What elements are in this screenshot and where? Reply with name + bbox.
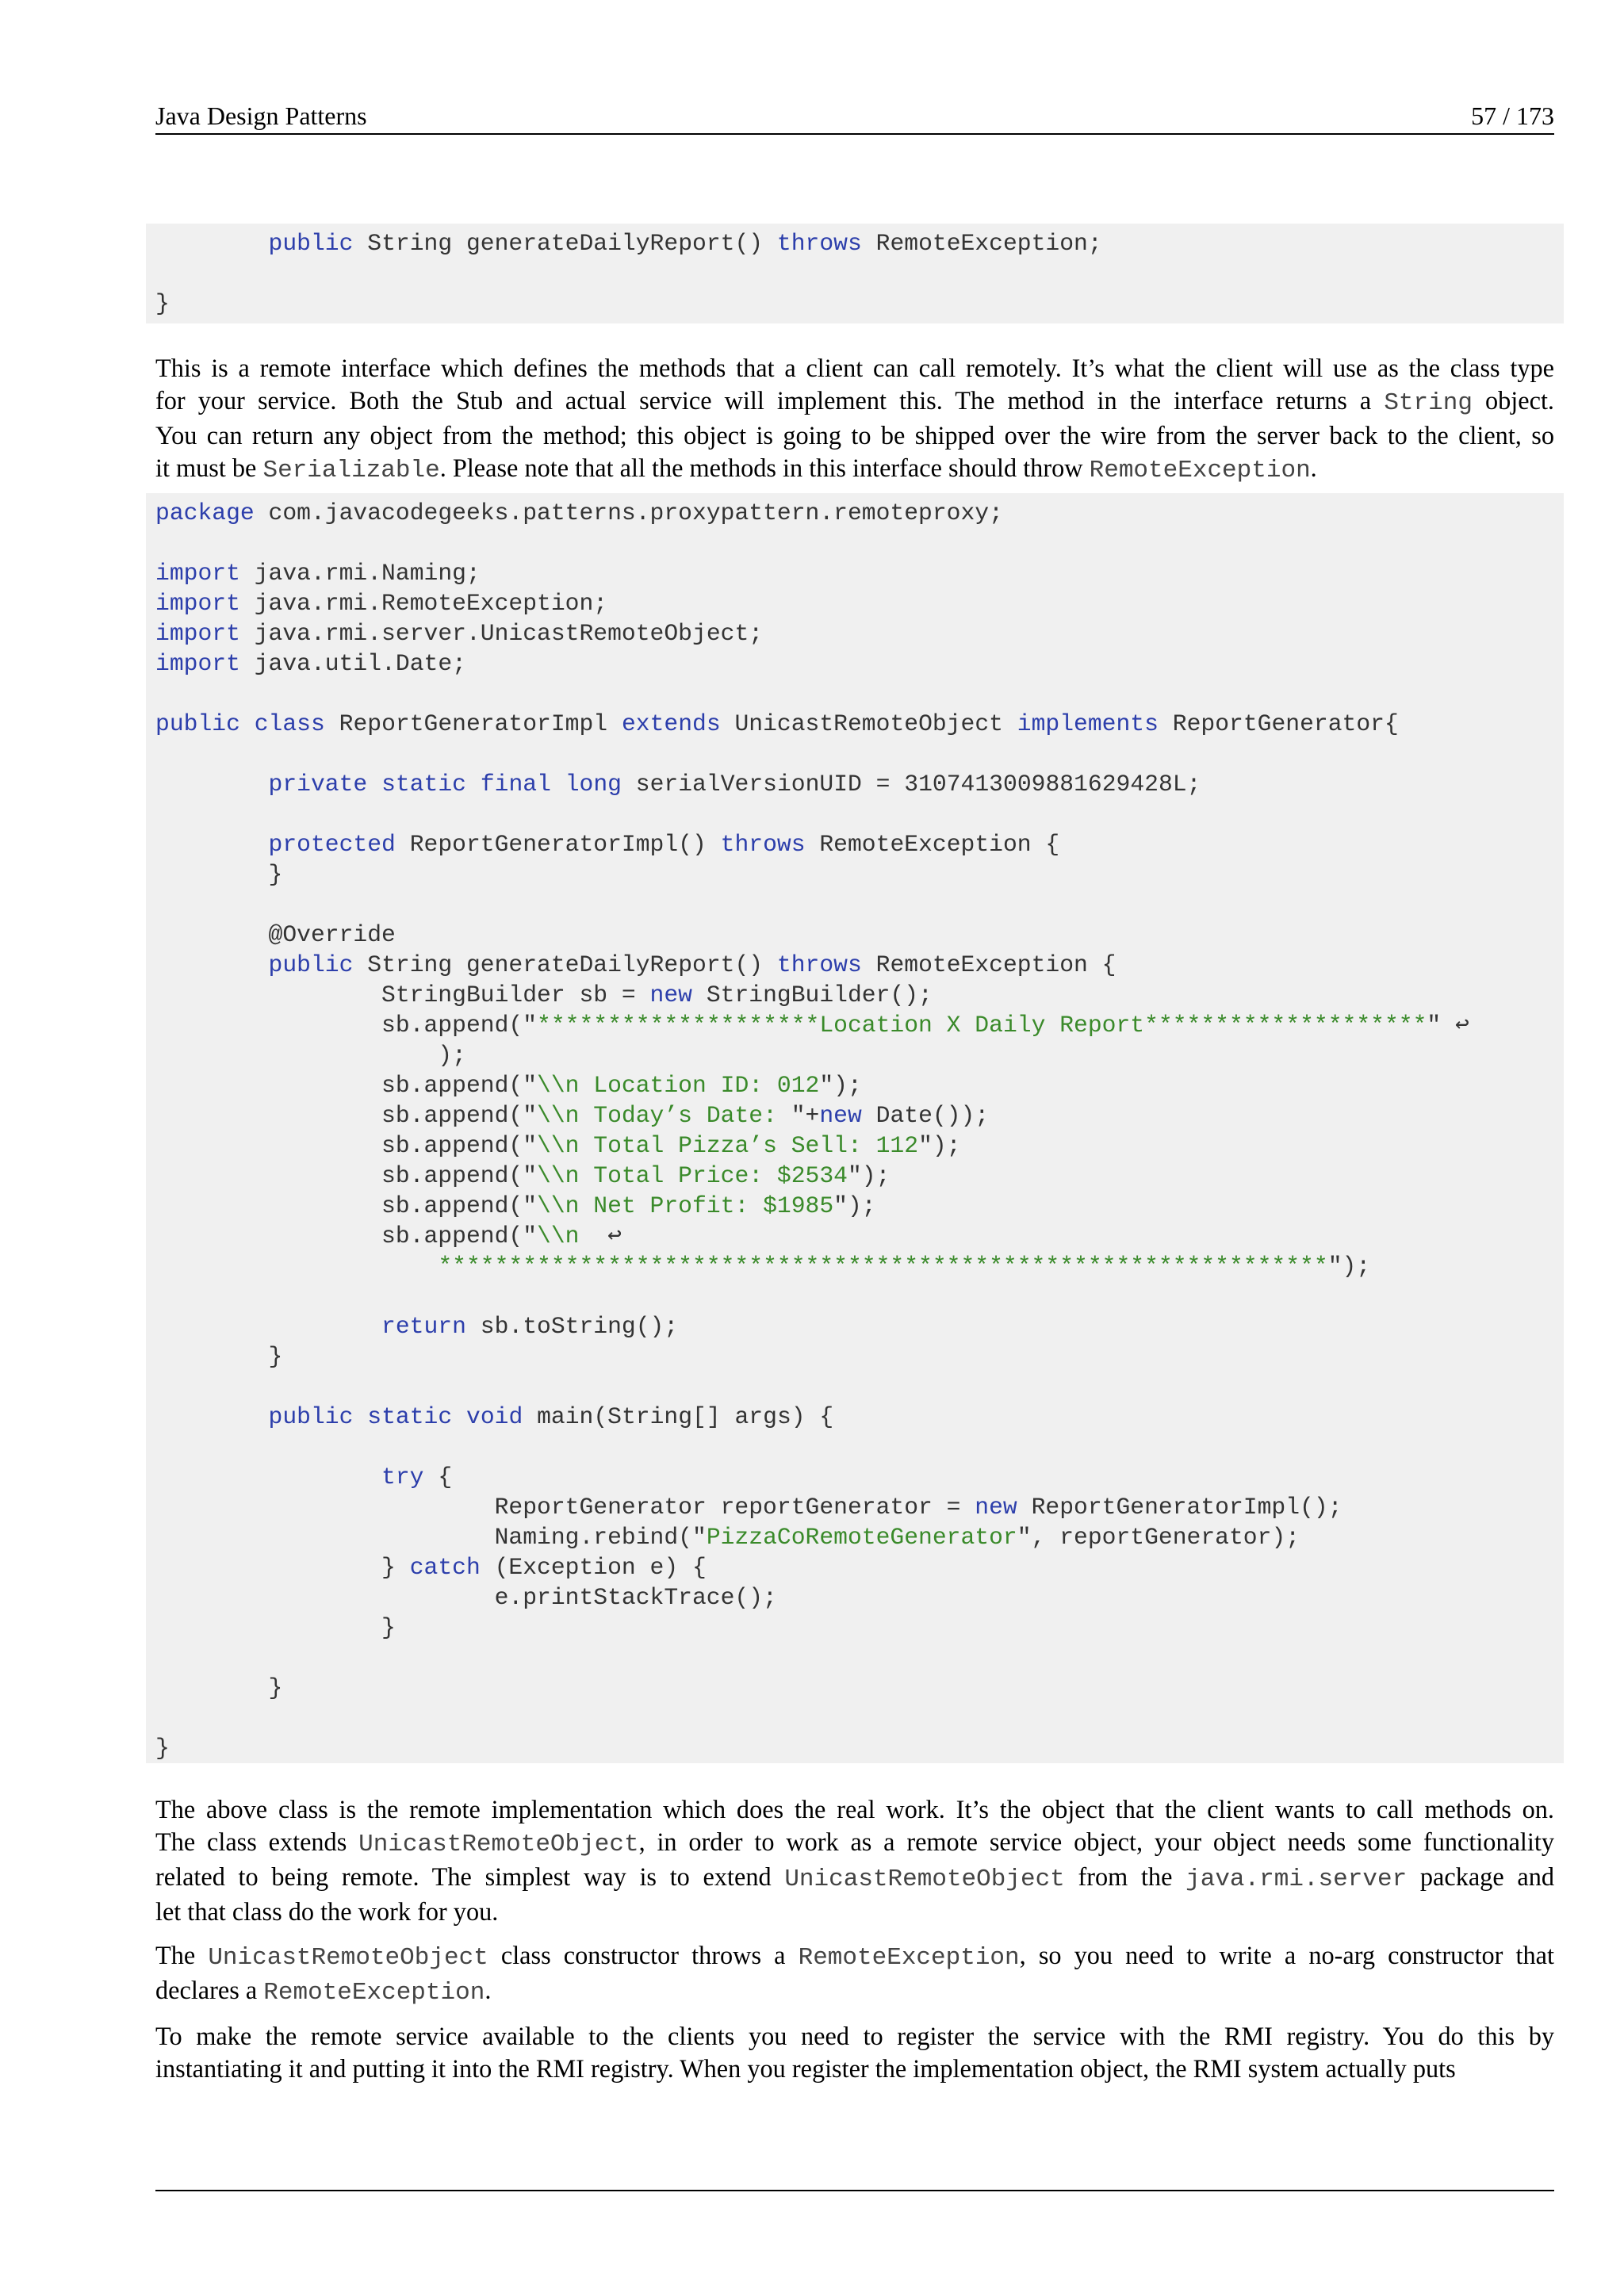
code-string: \\n Total Pizza’s Sell: 112 bbox=[537, 1132, 919, 1159]
inline-code: UnicastRemoteObject bbox=[208, 1944, 488, 1972]
code-line bbox=[155, 1673, 1564, 1703]
code-text: " bbox=[1427, 1012, 1456, 1039]
code-keyword: protected bbox=[268, 831, 396, 858]
document-title: Java Design Patterns bbox=[155, 101, 367, 130]
code-line bbox=[155, 649, 1564, 679]
code-text bbox=[155, 230, 269, 257]
code-text: } bbox=[155, 1614, 396, 1641]
code-text: sb.append(" bbox=[155, 1223, 538, 1249]
code-text: sb.append(" bbox=[155, 1072, 538, 1099]
code-text: String generateDailyReport() bbox=[353, 951, 777, 978]
code-line bbox=[155, 1492, 1564, 1522]
text-run: let that class do the work for you. bbox=[155, 1897, 499, 1926]
code-line bbox=[155, 769, 1564, 799]
code-string: PizzaCoRemoteGenerator bbox=[706, 1524, 1017, 1551]
code-text: sb.append(" bbox=[155, 1192, 538, 1219]
code-text: RemoteException { bbox=[805, 831, 1060, 858]
paragraph-remote-interface bbox=[155, 352, 1554, 487]
code-line bbox=[155, 228, 1564, 258]
text-line bbox=[155, 1939, 1554, 1974]
code-text: RemoteException; bbox=[861, 230, 1102, 257]
code-line bbox=[155, 709, 1564, 739]
code-text: StringBuilder sb = bbox=[155, 982, 650, 1008]
code-line bbox=[155, 920, 1564, 950]
inline-code: UnicastRemoteObject bbox=[358, 1831, 639, 1858]
text-run: for your service. Both the Stub and actual service will implement this. The method in the interface returns a bbox=[155, 386, 1385, 415]
code-text bbox=[155, 1253, 438, 1280]
paragraph-rmi-registry bbox=[155, 2020, 1554, 2085]
code-text: UnicastRemoteObject bbox=[720, 710, 1017, 737]
code-line bbox=[155, 1221, 1564, 1251]
code-line bbox=[155, 1100, 1564, 1131]
code-text bbox=[353, 1403, 367, 1430]
code-text bbox=[452, 1403, 466, 1430]
code-text: ); bbox=[155, 1042, 466, 1069]
code-text: "); bbox=[847, 1162, 891, 1189]
code-keyword: throws bbox=[776, 951, 862, 978]
line-continuation-icon: ↩ bbox=[607, 1223, 622, 1249]
code-keyword: public bbox=[268, 230, 354, 257]
code-line bbox=[155, 739, 1564, 769]
code-text: java.rmi.server.UnicastRemoteObject; bbox=[239, 620, 764, 647]
code-keyword: throws bbox=[720, 831, 806, 858]
code-line bbox=[155, 1070, 1564, 1100]
text-line bbox=[155, 2053, 1554, 2085]
code-line bbox=[155, 1402, 1564, 1432]
code-keyword: new bbox=[649, 982, 692, 1008]
code-string: \\n bbox=[537, 1223, 608, 1249]
code-text: e.printStackTrace(); bbox=[155, 1584, 777, 1611]
code-line bbox=[155, 1432, 1564, 1462]
code-block-interface-end bbox=[146, 224, 1564, 323]
code-line bbox=[155, 588, 1564, 618]
text-line bbox=[155, 385, 1554, 419]
text-run: declares a bbox=[155, 1976, 264, 2004]
code-text: ReportGeneratorImpl() bbox=[395, 831, 721, 858]
text-run: . bbox=[485, 1976, 492, 2004]
page-header bbox=[155, 98, 1554, 135]
code-line bbox=[155, 1643, 1564, 1673]
code-keyword: private bbox=[268, 771, 368, 798]
text-run: The bbox=[155, 1941, 209, 1969]
code-text: sb.append(" bbox=[155, 1102, 538, 1129]
text-run: You can return any object from the method; this object is going to be shipped over the wire from the server back to the client, so bbox=[155, 421, 1554, 450]
text-line bbox=[155, 1861, 1554, 1896]
inline-code: RemoteException bbox=[1089, 457, 1311, 484]
text-run: , so you need to write a no-arg constructor that bbox=[1019, 1941, 1554, 1969]
code-keyword: catch bbox=[409, 1554, 481, 1581]
text-run: , in order to work as a remote service object, your object needs some functionality bbox=[638, 1827, 1554, 1856]
code-line bbox=[155, 1191, 1564, 1221]
code-line bbox=[155, 1613, 1564, 1643]
code-keyword: implements bbox=[1017, 710, 1159, 737]
code-keyword: static bbox=[381, 771, 466, 798]
inline-code: RemoteException bbox=[798, 1944, 1020, 1972]
text-run: object. bbox=[1472, 386, 1554, 415]
code-text: Naming.rebind(" bbox=[155, 1524, 707, 1551]
code-text: "+ bbox=[791, 1102, 820, 1129]
text-run: it must be bbox=[155, 453, 263, 482]
inline-code: java.rmi.server bbox=[1185, 1866, 1408, 1893]
code-text bbox=[155, 771, 269, 798]
code-text: "); bbox=[918, 1132, 961, 1159]
code-line bbox=[155, 1311, 1564, 1341]
code-keyword: final bbox=[480, 771, 551, 798]
code-line bbox=[155, 1251, 1564, 1281]
code-line bbox=[155, 1552, 1564, 1582]
inline-code: RemoteException bbox=[263, 1979, 485, 2007]
code-string: ********************Location X Daily Report******************** bbox=[537, 1012, 1427, 1039]
code-text: sb.append(" bbox=[155, 1132, 538, 1159]
code-line bbox=[155, 1582, 1564, 1613]
code-text: } bbox=[155, 1674, 283, 1701]
code-text: sb.toString(); bbox=[465, 1313, 679, 1340]
code-line bbox=[155, 859, 1564, 890]
code-text bbox=[551, 771, 565, 798]
code-line bbox=[155, 1522, 1564, 1552]
code-text: serialVersionUID = 3107413009881629428L; bbox=[621, 771, 1201, 798]
code-text: java.rmi.Naming; bbox=[239, 560, 481, 587]
code-text bbox=[155, 1464, 381, 1490]
code-keyword: return bbox=[381, 1313, 466, 1340]
code-line bbox=[155, 980, 1564, 1010]
code-line bbox=[155, 1281, 1564, 1311]
code-text: Date()); bbox=[861, 1102, 990, 1129]
text-line bbox=[155, 1793, 1554, 1826]
line-continuation-icon: ↩ bbox=[1455, 1012, 1469, 1039]
code-line bbox=[155, 829, 1564, 859]
text-line bbox=[155, 1896, 1554, 1928]
code-text: } bbox=[155, 1343, 283, 1370]
code-text bbox=[240, 710, 255, 737]
code-text: (Exception e) { bbox=[480, 1554, 707, 1581]
inline-code: Serializable bbox=[262, 457, 440, 484]
code-line bbox=[155, 1703, 1564, 1733]
code-text: "); bbox=[819, 1072, 862, 1099]
code-text: ReportGeneratorImpl bbox=[324, 710, 622, 737]
text-line bbox=[155, 2020, 1554, 2053]
text-run: from the bbox=[1064, 1862, 1186, 1891]
code-line bbox=[155, 528, 1564, 558]
code-block-report-generator-impl bbox=[146, 493, 1564, 1763]
text-run: class constructor throws a bbox=[488, 1941, 799, 1969]
code-keyword: package bbox=[155, 499, 255, 526]
code-text: "); bbox=[1327, 1253, 1371, 1280]
code-text: ", reportGenerator); bbox=[1017, 1524, 1300, 1551]
code-text: main(String[] args) { bbox=[523, 1403, 834, 1430]
code-keyword: public bbox=[268, 1403, 354, 1430]
code-line bbox=[155, 950, 1564, 980]
paragraph-constructor-note bbox=[155, 1939, 1554, 2009]
code-text: java.rmi.RemoteException; bbox=[239, 590, 608, 617]
code-string: \\n Today’s Date: bbox=[537, 1102, 791, 1129]
code-line bbox=[155, 289, 1564, 319]
code-text: RemoteException { bbox=[861, 951, 1116, 978]
code-text bbox=[155, 831, 269, 858]
code-text bbox=[155, 1403, 269, 1430]
code-string: \\n Total Price: $2534 bbox=[537, 1162, 848, 1189]
code-text: "); bbox=[833, 1192, 876, 1219]
code-text: com.javacodegeeks.patterns.proxypattern.remoteproxy; bbox=[254, 499, 1003, 526]
code-line bbox=[155, 1040, 1564, 1070]
code-line bbox=[155, 1161, 1564, 1191]
code-text bbox=[155, 1313, 381, 1340]
code-line bbox=[155, 1733, 1564, 1763]
code-string: *************************************************************** bbox=[438, 1253, 1328, 1280]
code-text: ReportGenerator reportGenerator = bbox=[155, 1494, 975, 1521]
text-line bbox=[155, 452, 1554, 487]
code-keyword: long bbox=[565, 771, 622, 798]
code-keyword: import bbox=[155, 590, 240, 617]
code-text: StringBuilder(); bbox=[692, 982, 933, 1008]
inline-code: String bbox=[1384, 389, 1473, 417]
text-line bbox=[155, 1974, 1554, 2009]
code-keyword: new bbox=[819, 1102, 862, 1129]
text-run: This is a remote interface which defines the methods that a client can call remotely. It’s what the client will use as the class type bbox=[155, 354, 1554, 382]
code-string: \\n Location ID: 012 bbox=[537, 1072, 820, 1099]
code-line bbox=[155, 890, 1564, 920]
code-keyword: import bbox=[155, 620, 240, 647]
code-text: } bbox=[155, 1735, 170, 1762]
text-run: The above class is the remote implementation which does the real work. It’s the object that the client wants to call methods on. bbox=[155, 1795, 1554, 1823]
code-line bbox=[155, 258, 1564, 289]
code-keyword: static bbox=[367, 1403, 453, 1430]
text-line bbox=[155, 1826, 1554, 1861]
code-text: java.util.Date; bbox=[239, 650, 466, 677]
code-text: @Override bbox=[155, 921, 396, 948]
inline-code: UnicastRemoteObject bbox=[784, 1866, 1065, 1893]
text-run: To make the remote service available to the clients you need to register the service with the RMI registry. You do this by bbox=[155, 2022, 1554, 2050]
code-line bbox=[155, 679, 1564, 709]
code-string: \\n Net Profit: $1985 bbox=[537, 1192, 834, 1219]
code-text: ReportGenerator{ bbox=[1158, 710, 1399, 737]
code-keyword: new bbox=[975, 1494, 1017, 1521]
text-line bbox=[155, 419, 1554, 452]
code-line bbox=[155, 558, 1564, 588]
text-run: package and bbox=[1407, 1862, 1554, 1891]
text-run: related to being remote. The simplest way is to extend bbox=[155, 1862, 785, 1891]
text-run: . bbox=[1310, 453, 1317, 482]
code-keyword: try bbox=[381, 1464, 424, 1490]
paragraph-remote-implementation bbox=[155, 1793, 1554, 1928]
code-keyword: import bbox=[155, 650, 240, 677]
code-text: } bbox=[155, 861, 283, 888]
code-keyword: extends bbox=[621, 710, 721, 737]
code-line bbox=[155, 1372, 1564, 1402]
code-line bbox=[155, 1341, 1564, 1372]
code-text bbox=[367, 771, 381, 798]
code-text: sb.append(" bbox=[155, 1162, 538, 1189]
code-text: sb.append(" bbox=[155, 1012, 538, 1039]
code-keyword: throws bbox=[776, 230, 862, 257]
code-keyword: import bbox=[155, 560, 240, 587]
code-keyword: void bbox=[466, 1403, 523, 1430]
code-line bbox=[155, 1010, 1564, 1040]
code-text: } bbox=[155, 290, 170, 317]
code-keyword: class bbox=[254, 710, 325, 737]
footer-rule bbox=[155, 2190, 1554, 2191]
text-run: . Please note that all the methods in this interface should throw bbox=[439, 453, 1090, 482]
code-text bbox=[466, 771, 481, 798]
code-text bbox=[155, 951, 269, 978]
code-line bbox=[155, 618, 1564, 649]
code-keyword: public bbox=[268, 951, 354, 978]
text-run: instantiating it and putting it into the RMI registry. When you register the implementation object, the RMI system actually puts bbox=[155, 2054, 1456, 2083]
code-line bbox=[155, 498, 1564, 528]
code-text: ReportGeneratorImpl(); bbox=[1017, 1494, 1342, 1521]
page-number: 57 / 173 bbox=[1471, 101, 1554, 130]
code-line bbox=[155, 1131, 1564, 1161]
text-run: The class extends bbox=[155, 1827, 359, 1856]
code-line bbox=[155, 799, 1564, 829]
code-line bbox=[155, 1462, 1564, 1492]
code-text: String generateDailyReport() bbox=[353, 230, 777, 257]
code-text: { bbox=[423, 1464, 453, 1490]
code-keyword: public bbox=[155, 710, 240, 737]
code-text: } bbox=[155, 1554, 410, 1581]
text-line bbox=[155, 352, 1554, 385]
